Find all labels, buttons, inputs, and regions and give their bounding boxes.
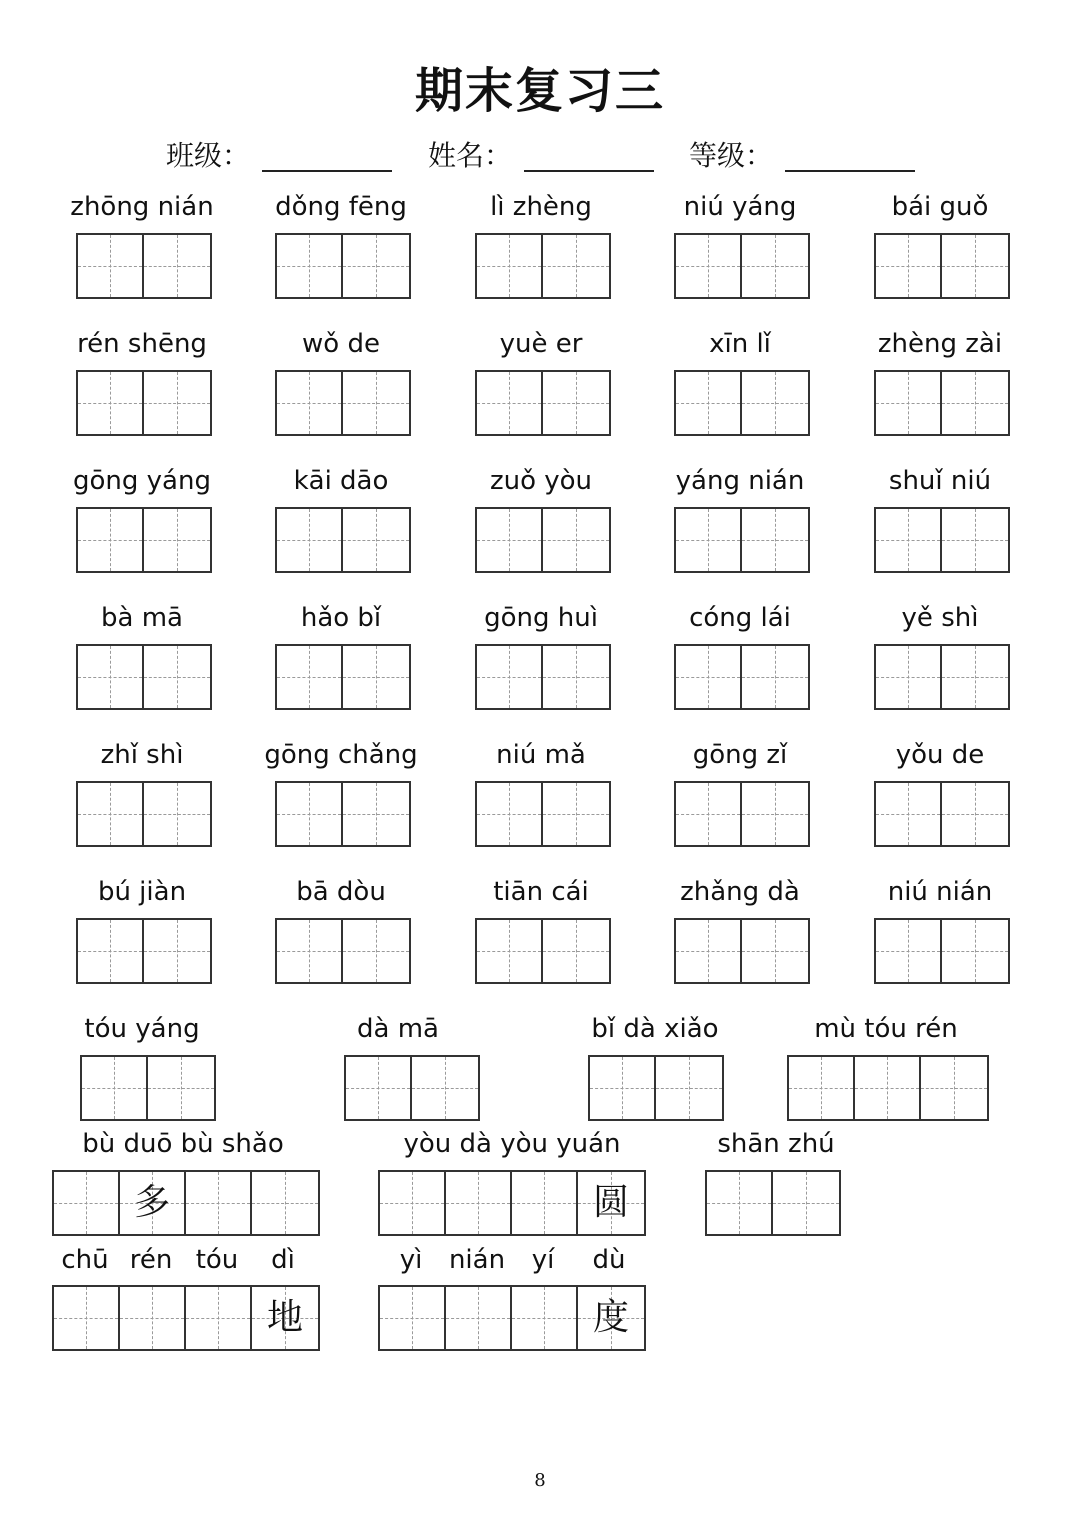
pinyin-syllable: chū <box>61 1245 109 1275</box>
pinyin-prompt: shān zhú <box>717 1129 835 1159</box>
pinyin-prompt: kāi dāo <box>293 466 389 496</box>
writing-grid <box>674 781 810 847</box>
writing-grid <box>588 1055 724 1121</box>
pinyin-prompt: bā dòu <box>296 877 386 907</box>
tianzige-cell[interactable] <box>477 235 543 297</box>
tianzige-cell[interactable] <box>78 920 144 982</box>
pinyin-prompt: bà mā <box>101 603 183 633</box>
tianzige-cell[interactable] <box>186 1172 252 1234</box>
tianzige-cell[interactable] <box>343 372 409 434</box>
given-character: 多 <box>133 1182 170 1223</box>
writing-grid <box>874 918 1010 984</box>
pinyin-prompt: niú mǎ <box>496 740 586 770</box>
pinyin-prompt: zhèng zài <box>877 329 1003 359</box>
tianzige-cell[interactable] <box>144 783 210 845</box>
tianzige-cell[interactable] <box>277 920 343 982</box>
tianzige-cell[interactable] <box>876 646 942 708</box>
writing-grid <box>705 1170 841 1236</box>
writing-grid <box>52 1285 320 1351</box>
writing-grid <box>475 370 611 436</box>
pinyin-prompt: gōng zǐ <box>692 740 788 770</box>
tianzige-cell[interactable] <box>446 1172 512 1234</box>
writing-grid <box>787 1055 989 1121</box>
grade-label: 等级： <box>689 139 774 172</box>
pinyin-prompt: wǒ de <box>302 329 380 359</box>
tianzige-cell[interactable] <box>343 920 409 982</box>
pinyin-syllable: yì <box>399 1245 423 1275</box>
writing-grid <box>475 507 611 573</box>
writing-grid <box>674 644 810 710</box>
tianzige-cell[interactable] <box>942 783 1008 845</box>
pinyin-prompt: dà mā <box>357 1014 439 1044</box>
tianzige-cell[interactable] <box>78 783 144 845</box>
pinyin-prompt: bái guǒ <box>891 192 989 222</box>
writing-grid <box>76 781 212 847</box>
tianzige-cell[interactable] <box>742 920 808 982</box>
tianzige-cell[interactable] <box>144 372 210 434</box>
tianzige-cell[interactable] <box>942 646 1008 708</box>
tianzige-cell[interactable] <box>346 1057 412 1119</box>
tianzige-cell[interactable] <box>512 1172 578 1234</box>
tianzige-cell[interactable] <box>676 646 742 708</box>
tianzige-cell[interactable] <box>477 509 543 571</box>
tianzige-cell[interactable] <box>590 1057 656 1119</box>
pinyin-syllable: dì <box>271 1245 295 1275</box>
tianzige-cell[interactable] <box>343 509 409 571</box>
tianzige-cell[interactable] <box>543 509 609 571</box>
tianzige-cell[interactable] <box>543 235 609 297</box>
writing-grid <box>275 507 411 573</box>
pinyin-prompt: cóng lái <box>689 603 791 633</box>
tianzige-cell[interactable] <box>789 1057 855 1119</box>
tianzige-cell[interactable] <box>186 1287 252 1349</box>
pinyin-prompt: lì zhèng <box>490 192 592 222</box>
writing-grid <box>275 918 411 984</box>
pinyin-prompt: yuè er <box>499 329 583 359</box>
pinyin-prompt: yě shì <box>901 603 979 633</box>
writing-grid <box>76 918 212 984</box>
writing-grid <box>475 781 611 847</box>
writing-grid <box>76 233 212 299</box>
tianzige-cell[interactable] <box>144 920 210 982</box>
tianzige-cell[interactable] <box>656 1057 722 1119</box>
pinyin-prompt: xīn lǐ <box>709 329 771 359</box>
tianzige-cell[interactable] <box>942 509 1008 571</box>
tianzige-cell[interactable] <box>676 509 742 571</box>
tianzige-cell[interactable] <box>148 1057 214 1119</box>
tianzige-cell[interactable] <box>876 235 942 297</box>
given-character: 地 <box>266 1297 303 1338</box>
tianzige-cell[interactable] <box>277 646 343 708</box>
tianzige-cell[interactable] <box>942 235 1008 297</box>
writing-grid <box>275 644 411 710</box>
pinyin-prompt: tóu yáng <box>84 1014 200 1044</box>
tianzige-cell[interactable] <box>144 235 210 297</box>
tianzige-cell[interactable] <box>707 1172 773 1234</box>
pinyin-prompt: zhǎng dà <box>680 877 800 907</box>
writing-grid <box>275 370 411 436</box>
tianzige-cell[interactable] <box>921 1057 987 1119</box>
tianzige-cell[interactable] <box>742 509 808 571</box>
grade-blank-line[interactable] <box>785 170 915 172</box>
pinyin-prompt: zhōng nián <box>70 192 214 222</box>
tianzige-cell[interactable] <box>343 235 409 297</box>
tianzige-cell[interactable] <box>543 783 609 845</box>
pinyin-prompt: bù duō bù shǎo <box>82 1129 284 1159</box>
tianzige-cell[interactable] <box>477 920 543 982</box>
pinyin-syllable: rén <box>129 1245 173 1275</box>
pinyin-prompt: mù tóu rén <box>814 1014 958 1044</box>
writing-grid <box>76 370 212 436</box>
tianzige-cell[interactable] <box>876 509 942 571</box>
tianzige-cell[interactable] <box>742 646 808 708</box>
tianzige-cell[interactable] <box>144 509 210 571</box>
page-number: 8 <box>534 1470 546 1491</box>
tianzige-cell[interactable] <box>380 1172 446 1234</box>
student-info-bar <box>0 132 1080 176</box>
tianzige-cell[interactable] <box>578 1172 644 1234</box>
tianzige-cell[interactable] <box>78 509 144 571</box>
tianzige-cell[interactable] <box>942 372 1008 434</box>
writing-grid <box>76 507 212 573</box>
tianzige-cell[interactable] <box>343 646 409 708</box>
pinyin-prompt: zhǐ shì <box>100 740 184 770</box>
pinyin-syllable: yí <box>531 1245 555 1275</box>
pinyin-prompt: gōng yáng <box>73 466 211 496</box>
tianzige-cell[interactable] <box>676 920 742 982</box>
class-label: 班级： <box>166 139 251 172</box>
class-blank-line[interactable] <box>262 170 392 172</box>
tianzige-cell[interactable] <box>120 1287 186 1349</box>
tianzige-cell[interactable] <box>742 783 808 845</box>
tianzige-cell[interactable] <box>78 372 144 434</box>
writing-grid <box>475 918 611 984</box>
tianzige-cell[interactable] <box>252 1172 318 1234</box>
pinyin-prompt: dǒng fēng <box>275 192 407 222</box>
tianzige-cell[interactable] <box>477 372 543 434</box>
tianzige-cell[interactable] <box>876 783 942 845</box>
writing-grid <box>275 781 411 847</box>
tianzige-cell[interactable] <box>742 235 808 297</box>
tianzige-cell[interactable] <box>477 783 543 845</box>
writing-grid <box>475 233 611 299</box>
writing-grid <box>80 1055 216 1121</box>
given-character: 度 <box>592 1297 629 1338</box>
tianzige-cell[interactable] <box>343 783 409 845</box>
writing-grid <box>674 507 810 573</box>
tianzige-cell[interactable] <box>543 920 609 982</box>
pinyin-prompt: niú nián <box>887 877 993 907</box>
pinyin-prompt: bú jiàn <box>97 877 187 907</box>
writing-grid <box>475 644 611 710</box>
pinyin-syllable: dù <box>592 1245 626 1275</box>
pinyin-prompt: shuǐ niú <box>888 466 992 496</box>
pinyin-syllable: nián <box>448 1245 506 1275</box>
tianzige-cell[interactable] <box>578 1287 644 1349</box>
tianzige-cell[interactable] <box>676 235 742 297</box>
writing-grid <box>52 1170 320 1236</box>
given-character: 圆 <box>592 1182 629 1223</box>
writing-grid <box>378 1170 646 1236</box>
tianzige-cell[interactable] <box>676 783 742 845</box>
tianzige-cell[interactable] <box>277 509 343 571</box>
writing-grid <box>874 644 1010 710</box>
tianzige-cell[interactable] <box>676 372 742 434</box>
page-title: 期末复习三 <box>414 63 665 119</box>
tianzige-cell[interactable] <box>54 1287 120 1349</box>
tianzige-cell[interactable] <box>742 372 808 434</box>
tianzige-cell[interactable] <box>446 1287 512 1349</box>
tianzige-cell[interactable] <box>543 646 609 708</box>
tianzige-cell[interactable] <box>512 1287 578 1349</box>
pinyin-prompt: hǎo bǐ <box>300 603 382 633</box>
writing-grid <box>874 233 1010 299</box>
tianzige-cell[interactable] <box>855 1057 921 1119</box>
pinyin-prompt: bǐ dà xiǎo <box>591 1014 719 1044</box>
pinyin-prompt: yòu dà yòu yuán <box>403 1129 621 1159</box>
tianzige-cell[interactable] <box>876 920 942 982</box>
writing-grid <box>378 1285 646 1351</box>
pinyin-syllable: tóu <box>195 1245 239 1275</box>
name-label: 姓名： <box>428 139 513 172</box>
tianzige-cell[interactable] <box>942 920 1008 982</box>
tianzige-cell[interactable] <box>380 1287 446 1349</box>
tianzige-cell[interactable] <box>543 372 609 434</box>
writing-grid <box>344 1055 480 1121</box>
writing-grid <box>275 233 411 299</box>
tianzige-cell[interactable] <box>78 235 144 297</box>
pinyin-prompt: rén shēng <box>77 329 207 359</box>
tianzige-cell[interactable] <box>277 235 343 297</box>
tianzige-cell[interactable] <box>277 372 343 434</box>
writing-grid <box>674 370 810 436</box>
tianzige-cell[interactable] <box>876 372 942 434</box>
tianzige-cell[interactable] <box>277 783 343 845</box>
tianzige-cell[interactable] <box>144 646 210 708</box>
tianzige-cell[interactable] <box>78 646 144 708</box>
tianzige-cell[interactable] <box>773 1172 839 1234</box>
writing-grid <box>76 644 212 710</box>
tianzige-cell[interactable] <box>54 1172 120 1234</box>
pinyin-prompt: zuǒ yòu <box>489 466 593 496</box>
tianzige-cell[interactable] <box>477 646 543 708</box>
pinyin-prompt: tiān cái <box>493 877 589 907</box>
tianzige-cell[interactable] <box>412 1057 478 1119</box>
pinyin-prompt: gōng chǎng <box>264 740 418 770</box>
writing-grid <box>874 781 1010 847</box>
pinyin-prompt: gōng huì <box>484 603 598 633</box>
pinyin-prompt: yáng nián <box>675 466 805 496</box>
writing-grid <box>874 370 1010 436</box>
tianzige-cell[interactable] <box>120 1172 186 1234</box>
tianzige-cell[interactable] <box>82 1057 148 1119</box>
writing-grid <box>674 233 810 299</box>
writing-grid <box>874 507 1010 573</box>
writing-grid <box>674 918 810 984</box>
name-blank-line[interactable] <box>524 170 654 172</box>
pinyin-prompt: yǒu de <box>895 740 985 770</box>
pinyin-prompt: niú yáng <box>683 192 797 222</box>
tianzige-cell[interactable] <box>252 1287 318 1349</box>
